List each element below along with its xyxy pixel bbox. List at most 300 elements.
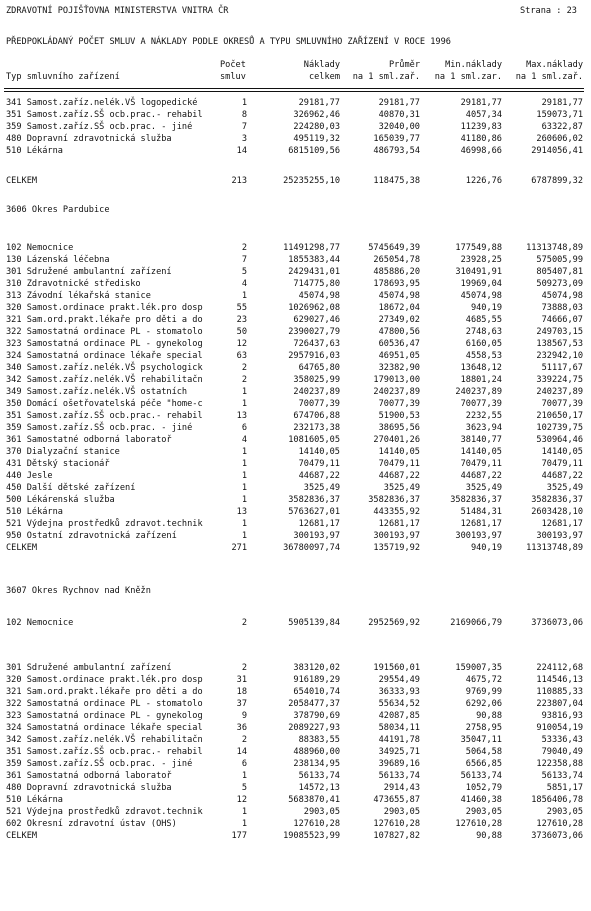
row-label xyxy=(6,435,172,445)
row-label xyxy=(6,531,177,541)
row-name: Sdružené ambulantní zařízení xyxy=(26,267,172,277)
cell-total: 2957916,03 xyxy=(288,351,340,361)
row-code: 359 xyxy=(6,759,22,769)
cell-total: 726437,63 xyxy=(293,339,340,349)
cell-max: 3525,49 xyxy=(546,483,583,493)
row-name: Samostatné odborná laboratoř xyxy=(26,435,172,445)
cell-count: 6 xyxy=(241,759,247,769)
row-name: Dopravní zdravotnická služba xyxy=(26,134,172,144)
row-name: Sam.ord.prakt.lékaře pro děti a do xyxy=(26,315,203,325)
row-code: 521 xyxy=(6,807,22,817)
row-name: Samost.ordinace prakt.lék.pro dosp xyxy=(26,675,203,685)
district-title xyxy=(6,205,110,215)
col-header-max-2: na 1 sml.zař. xyxy=(515,72,583,82)
cell-avg: 45074,98 xyxy=(378,291,420,301)
cell-total: 238134,95 xyxy=(293,759,340,769)
cell-count: 1 xyxy=(241,387,247,397)
row-label xyxy=(6,543,37,553)
cell-max: 74666,07 xyxy=(541,315,583,325)
row-label xyxy=(6,122,192,132)
cell-total: 674706,88 xyxy=(293,411,340,421)
cell-min: 940,19 xyxy=(470,303,502,313)
cell-avg: 270401,26 xyxy=(373,435,420,445)
cell-total: 19085523,99 xyxy=(283,831,340,841)
cell-max: 11313748,89 xyxy=(526,243,583,253)
cell-max: 1856406,78 xyxy=(531,795,583,805)
row-code: 602 xyxy=(6,819,22,829)
cell-avg: 2914,43 xyxy=(383,783,420,793)
cell-max: 224112,68 xyxy=(536,663,583,673)
cell-min: 41460,38 xyxy=(460,795,502,805)
row-name: Nemocnice xyxy=(26,618,74,628)
row-name: Ostatní zdravotnická zařízení xyxy=(26,531,177,541)
cell-max: 530964,46 xyxy=(536,435,583,445)
cell-total: 64765,80 xyxy=(298,363,340,373)
cell-count: 1 xyxy=(241,531,247,541)
cell-total: 1026962,08 xyxy=(288,303,340,313)
col-header-max-1: Max.náklady xyxy=(526,60,583,70)
col-header-avg-1: Průměr xyxy=(388,60,420,70)
cell-count: 18 xyxy=(236,687,247,697)
cell-min: 18801,24 xyxy=(460,375,502,385)
row-name: Lékárna xyxy=(26,146,63,156)
row-label xyxy=(6,795,63,805)
header-rule xyxy=(4,88,584,89)
cell-avg: 240237,89 xyxy=(373,387,420,397)
cell-count: 2 xyxy=(241,363,247,373)
cell-min: 35047,11 xyxy=(460,735,502,745)
cell-total: 45074,98 xyxy=(298,291,340,301)
cell-total: 629027,46 xyxy=(293,315,340,325)
cell-avg: 55634,52 xyxy=(378,699,420,709)
cell-min: 90,88 xyxy=(476,831,502,841)
row-code: 510 xyxy=(6,795,22,805)
cell-min: 2748,63 xyxy=(465,327,502,337)
cell-avg: 179013,00 xyxy=(373,375,420,385)
cell-min: 159007,35 xyxy=(455,663,502,673)
cell-max: 2914056,41 xyxy=(531,146,583,156)
cell-total: 1855383,44 xyxy=(288,255,340,265)
cell-count: 2 xyxy=(241,618,247,628)
row-label xyxy=(6,759,192,769)
cell-total: 3525,49 xyxy=(303,483,340,493)
cell-total: 36780097,74 xyxy=(283,543,340,553)
cell-avg: 34925,71 xyxy=(378,747,420,757)
row-code: 323 xyxy=(6,711,22,721)
cell-min: 11239,83 xyxy=(460,122,502,132)
row-code: 350 xyxy=(6,399,22,409)
cell-avg: 60536,47 xyxy=(378,339,420,349)
cell-avg: 2952569,92 xyxy=(368,618,420,628)
cell-total: 14572,13 xyxy=(298,783,340,793)
cell-count: 4 xyxy=(241,279,247,289)
row-name: Samost.zaříz.nelék.VŠ rehabilitačn xyxy=(26,735,203,745)
row-code: 301 xyxy=(6,663,22,673)
cell-max: 3736073,06 xyxy=(531,831,583,841)
cell-total: 29181,77 xyxy=(298,98,340,108)
row-code: 351 xyxy=(6,411,22,421)
col-header-count-2: smluv xyxy=(220,72,246,82)
cell-max: 260606,02 xyxy=(536,134,583,144)
cell-max: 3582836,37 xyxy=(531,495,583,505)
row-name: Výdejna prostředků zdravot.technik xyxy=(26,519,203,529)
cell-count: 1 xyxy=(241,771,247,781)
cell-total: 654010,74 xyxy=(293,687,340,697)
cell-min: 38140,77 xyxy=(460,435,502,445)
row-label xyxy=(6,375,203,385)
cell-count: 6 xyxy=(241,423,247,433)
cell-count: 1 xyxy=(241,399,247,409)
cell-avg: 47800,56 xyxy=(378,327,420,337)
row-label xyxy=(6,675,203,685)
row-code: 340 xyxy=(6,363,22,373)
cell-min: 46998,66 xyxy=(460,146,502,156)
cell-total: 5683870,41 xyxy=(288,795,340,805)
row-code: 510 xyxy=(6,507,22,517)
cell-avg: 18672,04 xyxy=(378,303,420,313)
cell-max: 51117,67 xyxy=(541,363,583,373)
row-label xyxy=(6,831,37,841)
row-name: Zdravotnické středisko xyxy=(26,279,141,289)
row-label xyxy=(6,327,203,337)
cell-min: 177549,88 xyxy=(455,243,502,253)
row-name: Samost.zaříz.nelék.VŠ psychologick xyxy=(26,363,203,373)
cell-count: 1 xyxy=(241,447,247,457)
cell-min: 4057,34 xyxy=(465,110,502,120)
cell-count: 1 xyxy=(241,291,247,301)
cell-count: 1 xyxy=(241,483,247,493)
cell-min: 12681,17 xyxy=(460,519,502,529)
row-label xyxy=(6,807,203,817)
cell-count: 271 xyxy=(231,543,247,553)
row-code: 370 xyxy=(6,447,22,457)
row-label xyxy=(6,471,53,481)
row-name: Samostatná ordinace lékaře special xyxy=(26,723,203,733)
row-label xyxy=(6,134,172,144)
row-name: CELKEM xyxy=(6,831,38,841)
cell-max: 249703,15 xyxy=(536,327,583,337)
cell-total: 495119,32 xyxy=(293,134,340,144)
org-title: ZDRAVOTNÍ POJIŠŤOVNA MINISTERSTVA VNITRA ČR xyxy=(6,6,229,16)
cell-max: 509273,09 xyxy=(536,279,583,289)
cell-avg: 107827,82 xyxy=(373,831,420,841)
cell-avg: 32040,00 xyxy=(378,122,420,132)
row-label xyxy=(6,279,141,289)
row-label xyxy=(6,243,73,253)
row-name: Lékárna xyxy=(26,795,63,805)
cell-max: 79040,49 xyxy=(541,747,583,757)
row-label xyxy=(6,291,151,301)
row-code: 361 xyxy=(6,435,22,445)
cell-count: 1 xyxy=(241,819,247,829)
cell-min: 19969,04 xyxy=(460,279,502,289)
row-name: Domácí ošetřovatelská péče "home-c xyxy=(26,399,203,409)
row-code: 313 xyxy=(6,291,22,301)
cell-avg: 58034,11 xyxy=(378,723,420,733)
cell-min: 5064,58 xyxy=(465,747,502,757)
cell-count: 14 xyxy=(236,146,247,156)
cell-total: 5905139,84 xyxy=(288,618,340,628)
row-code: 361 xyxy=(6,771,22,781)
row-label xyxy=(6,699,203,709)
cell-max: 56133,74 xyxy=(541,771,583,781)
row-name: Sdružené ambulantní zařízení xyxy=(26,663,172,673)
cell-max: 70077,39 xyxy=(541,399,583,409)
cell-min: 310491,91 xyxy=(455,267,502,277)
row-label xyxy=(6,519,203,529)
row-name: Samost.zaříz.nelék.VŠ logopedické xyxy=(26,98,198,108)
cell-count: 5 xyxy=(241,783,247,793)
row-name: Samost.ordinace prakt.lék.pro dosp xyxy=(26,303,203,313)
row-name: Jesle xyxy=(26,471,53,481)
cell-max: 3736073,06 xyxy=(531,618,583,628)
cell-min: 13648,12 xyxy=(460,363,502,373)
cell-min: 29181,77 xyxy=(460,98,502,108)
row-label xyxy=(6,459,110,469)
cell-max: 44687,22 xyxy=(541,471,583,481)
row-label xyxy=(6,663,172,673)
cell-avg: 473655,87 xyxy=(373,795,420,805)
row-code: 341 xyxy=(6,98,22,108)
cell-max: 223807,04 xyxy=(536,699,583,709)
cell-count: 2 xyxy=(241,243,247,253)
cell-total: 326962,46 xyxy=(293,110,340,120)
cell-count: 8 xyxy=(241,110,247,120)
row-name: CELKEM xyxy=(6,176,38,186)
cell-max: 93816,93 xyxy=(541,711,583,721)
report-subtitle: PŘEDPOKLÁDANÝ POČET SMLUV A NÁKLADY PODLE OKRESŮ A TYPU SMLUVNÍHO ZAŘÍZENÍ V ROCE 1996 xyxy=(6,37,451,47)
cell-total: 70077,39 xyxy=(298,399,340,409)
row-code: 324 xyxy=(6,351,22,361)
row-code: 500 xyxy=(6,495,22,505)
cell-min: 70479,11 xyxy=(460,459,502,469)
cell-total: 916189,29 xyxy=(293,675,340,685)
cell-max: 138567,53 xyxy=(536,339,583,349)
row-name: Samostatná ordinace PL - stomatolo xyxy=(26,699,203,709)
row-name: Výdejna prostředků zdravot.technik xyxy=(26,807,203,817)
row-name: Dopravní zdravotnická služba xyxy=(26,783,172,793)
cell-max: 45074,98 xyxy=(541,291,583,301)
cell-max: 232942,10 xyxy=(536,351,583,361)
row-label xyxy=(6,507,63,517)
row-code: 102 xyxy=(6,618,22,628)
cell-min: 3525,49 xyxy=(465,483,502,493)
cell-count: 55 xyxy=(236,303,247,313)
row-label xyxy=(6,687,203,697)
cell-total: 11491298,77 xyxy=(283,243,340,253)
row-label xyxy=(6,495,115,505)
cell-min: 41180,86 xyxy=(460,134,502,144)
row-code: 351 xyxy=(6,747,22,757)
row-label xyxy=(6,411,203,421)
row-code: 480 xyxy=(6,134,22,144)
row-name: Samostatná ordinace PL - gynekolog xyxy=(26,711,203,721)
cell-avg: 2903,05 xyxy=(383,807,420,817)
cell-max: 6787899,32 xyxy=(531,176,583,186)
row-label xyxy=(6,783,172,793)
cell-total: 5763627,01 xyxy=(288,507,340,517)
cell-avg: 38695,56 xyxy=(378,423,420,433)
cell-min: 14140,05 xyxy=(460,447,502,457)
row-name: Samost.zaříz.SŠ ocb.prac.- rehabil xyxy=(26,110,203,120)
row-code: 322 xyxy=(6,327,22,337)
cell-count: 14 xyxy=(236,747,247,757)
cell-total: 383120,02 xyxy=(293,663,340,673)
row-name: Nemocnice xyxy=(26,243,74,253)
row-name: Samost.zaříz.nelék.VŠ rehabilitačn xyxy=(26,375,203,385)
cell-min: 6566,85 xyxy=(465,759,502,769)
cell-min: 6292,06 xyxy=(465,699,502,709)
cell-total: 56133,74 xyxy=(298,771,340,781)
row-code: 359 xyxy=(6,423,22,433)
cell-min: 2232,55 xyxy=(465,411,502,421)
cell-avg: 127610,28 xyxy=(373,819,420,829)
cell-count: 2 xyxy=(241,375,247,385)
cell-min: 2758,95 xyxy=(465,723,502,733)
row-label xyxy=(6,351,203,361)
cell-total: 44687,22 xyxy=(298,471,340,481)
cell-min: 23928,25 xyxy=(460,255,502,265)
row-code: 323 xyxy=(6,339,22,349)
row-code: 102 xyxy=(6,243,22,253)
cell-max: 12681,17 xyxy=(541,519,583,529)
row-code: 301 xyxy=(6,267,22,277)
cell-total: 127610,28 xyxy=(293,819,340,829)
cell-min: 240237,89 xyxy=(455,387,502,397)
cell-count: 37 xyxy=(236,699,247,709)
cell-total: 2390027,79 xyxy=(288,327,340,337)
cell-count: 1 xyxy=(241,519,247,529)
cell-avg: 29554,49 xyxy=(378,675,420,685)
row-code: 510 xyxy=(6,146,22,156)
cell-avg: 46951,05 xyxy=(378,351,420,361)
col-header-type: Typ smluvního zařízení xyxy=(6,72,120,82)
row-name: Závodní lékařská stanice xyxy=(26,291,151,301)
cell-max: 73888,03 xyxy=(541,303,583,313)
row-name: Sam.ord.prakt.lékaře pro děti a do xyxy=(26,687,203,697)
row-label xyxy=(6,819,177,829)
cell-avg: 443355,92 xyxy=(373,507,420,517)
row-label xyxy=(6,711,203,721)
cell-max: 300193,97 xyxy=(536,531,583,541)
row-code: 321 xyxy=(6,315,22,325)
cell-min: 1052,79 xyxy=(465,783,502,793)
cell-total: 25235255,10 xyxy=(283,176,340,186)
cell-count: 3 xyxy=(241,134,247,144)
cell-total: 232173,38 xyxy=(293,423,340,433)
cell-min: 45074,98 xyxy=(460,291,502,301)
row-code: 351 xyxy=(6,110,22,120)
row-label xyxy=(6,447,120,457)
cell-max: 70479,11 xyxy=(541,459,583,469)
cell-min: 4685,55 xyxy=(465,315,502,325)
row-code: 130 xyxy=(6,255,22,265)
cell-max: 14140,05 xyxy=(541,447,583,457)
cell-avg: 44191,78 xyxy=(378,735,420,745)
row-name: Samostatná ordinace PL - gynekolog xyxy=(26,339,203,349)
cell-count: 1 xyxy=(241,495,247,505)
cell-count: 9 xyxy=(241,711,247,721)
cell-min: 2169066,79 xyxy=(450,618,502,628)
cell-min: 300193,97 xyxy=(455,531,502,541)
cell-min: 56133,74 xyxy=(460,771,502,781)
row-code: 431 xyxy=(6,459,22,469)
cell-avg: 265054,78 xyxy=(373,255,420,265)
cell-min: 127610,28 xyxy=(455,819,502,829)
row-name: Samost.zaříz.SŠ ocb.prac. - jiné xyxy=(26,423,193,433)
cell-avg: 5745649,39 xyxy=(368,243,420,253)
row-code: 440 xyxy=(6,471,22,481)
cell-total: 224280,03 xyxy=(293,122,340,132)
cell-count: 13 xyxy=(236,411,247,421)
row-label xyxy=(6,110,203,120)
cell-total: 12681,17 xyxy=(298,519,340,529)
cell-count: 5 xyxy=(241,267,247,277)
cell-avg: 39689,16 xyxy=(378,759,420,769)
cell-max: 805407,81 xyxy=(536,267,583,277)
cell-min: 2903,05 xyxy=(465,807,502,817)
cell-avg: 44687,22 xyxy=(378,471,420,481)
row-name: Další dětské zařízení xyxy=(26,483,136,493)
row-code: 3607 xyxy=(6,586,27,596)
cell-avg: 165039,77 xyxy=(373,134,420,144)
cell-avg: 70479,11 xyxy=(378,459,420,469)
cell-max: 53336,43 xyxy=(541,735,583,745)
cell-avg: 191560,01 xyxy=(373,663,420,673)
cell-min: 44687,22 xyxy=(460,471,502,481)
cell-count: 36 xyxy=(236,723,247,733)
row-name: Samostatná odborná laboratoř xyxy=(26,771,172,781)
col-header-count-1: Počet xyxy=(220,60,246,70)
cell-avg: 70077,39 xyxy=(378,399,420,409)
cell-min: 6160,05 xyxy=(465,339,502,349)
row-label xyxy=(6,98,197,108)
cell-count: 63 xyxy=(236,351,247,361)
row-code: 521 xyxy=(6,519,22,529)
row-code: 359 xyxy=(6,122,22,132)
cell-count: 13 xyxy=(236,507,247,517)
row-label xyxy=(6,363,203,373)
cell-max: 11313748,89 xyxy=(526,543,583,553)
cell-min: 3623,94 xyxy=(465,423,502,433)
cell-total: 70479,11 xyxy=(298,459,340,469)
cell-max: 114546,13 xyxy=(536,675,583,685)
cell-avg: 14140,05 xyxy=(378,447,420,457)
cell-count: 2 xyxy=(241,663,247,673)
cell-max: 159073,71 xyxy=(536,110,583,120)
row-name: Samost.zaříz.SŠ ocb.prac.- rehabil xyxy=(26,747,203,757)
col-header-min-1: Min.náklady xyxy=(445,60,502,70)
cell-max: 29181,77 xyxy=(541,98,583,108)
cell-count: 177 xyxy=(231,831,247,841)
cell-avg: 36333,93 xyxy=(378,687,420,697)
cell-max: 2603428,10 xyxy=(531,507,583,517)
cell-avg: 3525,49 xyxy=(383,483,420,493)
row-name: Samostatná ordinace lékaře special xyxy=(26,351,203,361)
cell-total: 2903,05 xyxy=(303,807,340,817)
row-code: 321 xyxy=(6,687,22,697)
row-name: Dialyzační stanice xyxy=(26,447,120,457)
row-label xyxy=(6,735,203,745)
cell-avg: 135719,92 xyxy=(373,543,420,553)
cell-count: 213 xyxy=(231,176,247,186)
cell-avg: 29181,77 xyxy=(378,98,420,108)
row-code: 320 xyxy=(6,675,22,685)
cell-max: 575005,99 xyxy=(536,255,583,265)
cell-max: 127610,28 xyxy=(536,819,583,829)
cell-avg: 485886,20 xyxy=(373,267,420,277)
cell-min: 9769,99 xyxy=(465,687,502,697)
